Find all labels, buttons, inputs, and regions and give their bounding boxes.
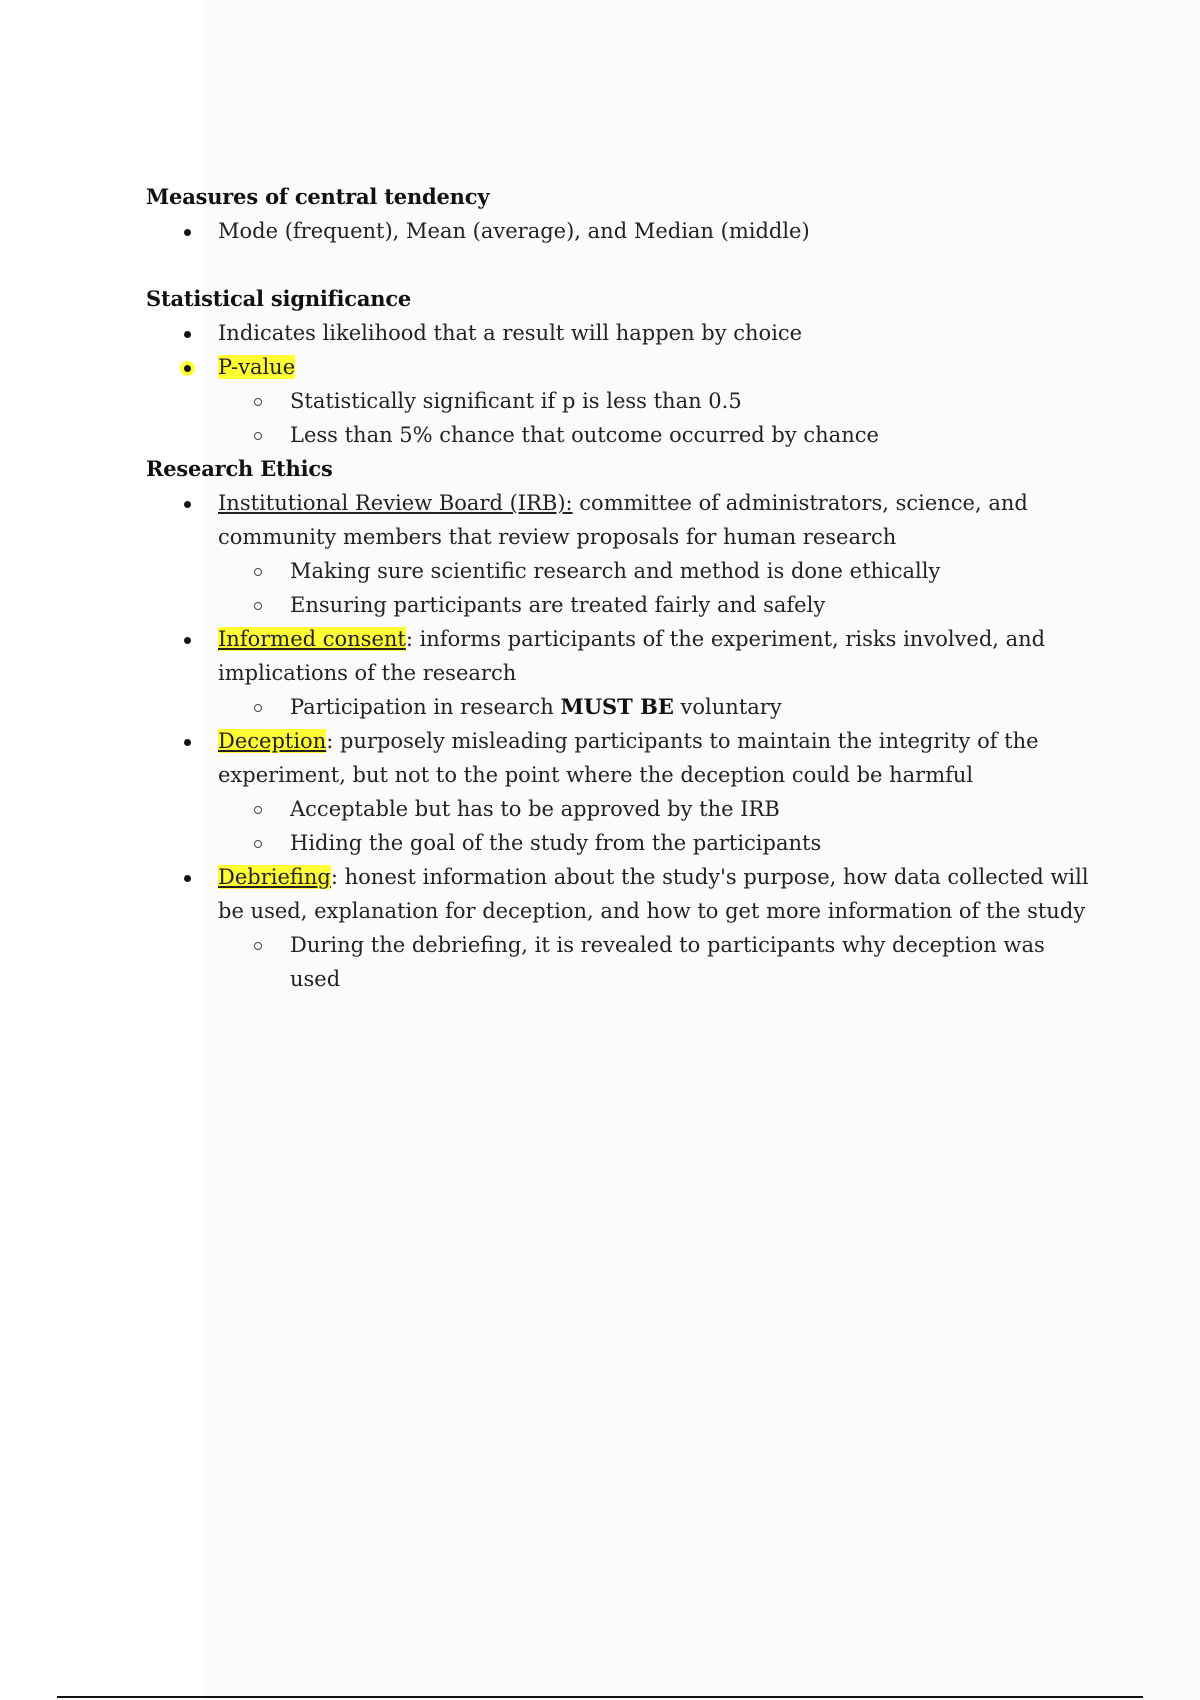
deception-sublist [218,792,1096,860]
document-body [146,180,1096,996]
sub-list-item: During the debriefing, it is revealed to participants why deception was used [290,928,1096,996]
list-item-irb: Institutional Review Board (IRB): committee of administrators, science, and community members that review proposals for human research Making sure scientific research and method is done ethically Ensuring participants are treated fairly and safely [146,486,1096,622]
sub-list-item: Making sure scientific research and method is done ethically [290,554,1096,588]
irb-sublist [218,554,1096,622]
sub-list-item: Hiding the goal of the study from the participants [290,826,1096,860]
bottom-rule [57,1696,1143,1698]
heading-central-tendency: Measures of central tendency [146,184,490,209]
sub-list-item: Ensuring participants are treated fairly and safely [290,588,1096,622]
heading-statistical-significance: Statistical significance [146,286,412,311]
significance-list [146,316,1096,452]
highlighted-term: Debriefing [218,865,331,889]
spacer [146,248,1096,282]
highlighted-term: P-value [218,355,296,379]
sub-list-item: Less than 5% chance that outcome occurred by chance [290,418,1096,452]
list-item-deception: Deception: purposely misleading participants to maintain the integrity of the experiment, but not to the point where the deception could be harmful Acceptable but has to be approved by the IRB Hiding the goal of the study from the participants [146,724,1096,860]
list-item: Mode (frequent), Mean (average), and Median (middle) [146,214,1096,248]
consent-sublist [218,690,1096,724]
list-item-informed-consent: Informed consent: informs participants of the experiment, risks involved, and implications of the research Participation in research MUST BE voluntary [146,622,1096,724]
list-item-debriefing: Debriefing: honest information about the study's purpose, how data collected will be used, explanation for deception, and how to get more information of the study During the debriefing, it is revealed to participants why deception was used [146,860,1096,996]
sub-list-item: Participation in research MUST BE voluntary [290,690,1096,724]
sub-list-item: Acceptable but has to be approved by the IRB [290,792,1096,826]
p-value-sublist [218,384,1096,452]
bold-text: MUST BE [560,694,674,719]
highlighted-term: Informed consent [218,627,406,651]
list-item: Indicates likelihood that a result will happen by choice [146,316,1096,350]
highlighted-term: Deception [218,729,327,753]
heading-research-ethics: Research Ethics [146,456,333,481]
debriefing-sublist [218,928,1096,996]
underlined-term: Institutional Review Board (IRB): [218,491,573,515]
ethics-list [146,486,1096,996]
sub-list-item: Statistically significant if p is less than 0.5 [290,384,1096,418]
list-item-p-value [146,350,1096,452]
central-tendency-list [146,214,1096,248]
